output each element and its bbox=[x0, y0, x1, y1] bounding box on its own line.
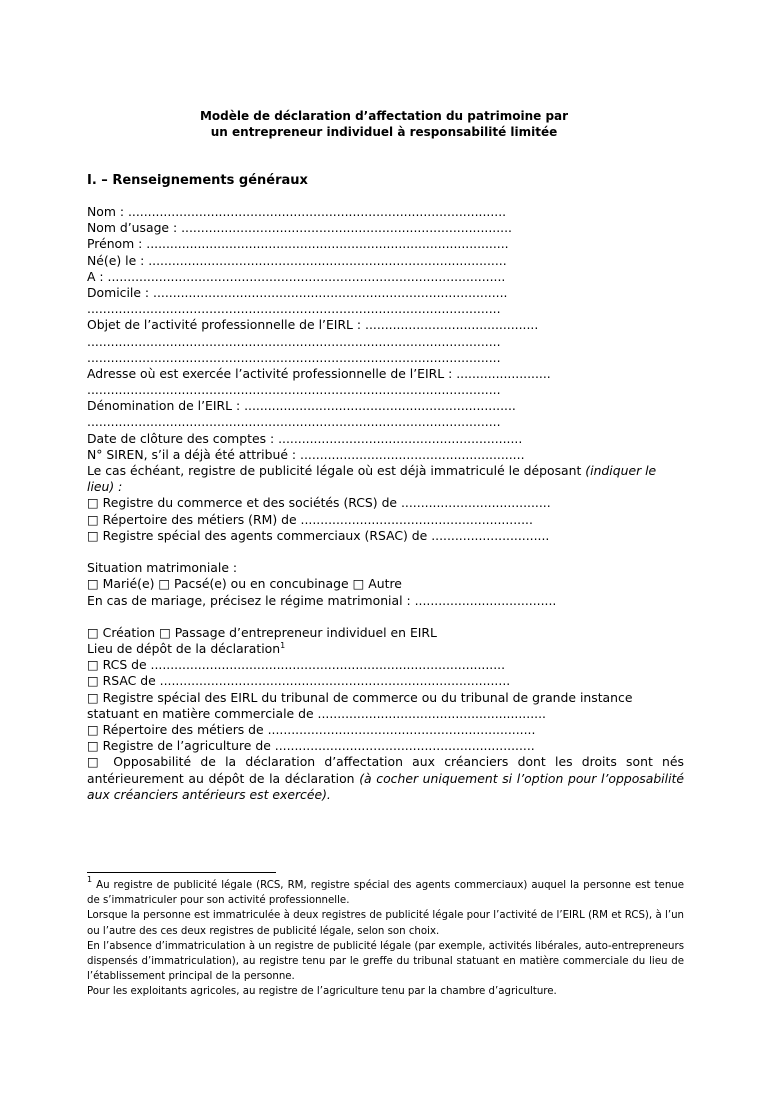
option-depot-rsac[interactable] bbox=[87, 673, 684, 689]
field-siren[interactable]: N° SIREN, s’il a déjà été attribué : ......................................................... bbox=[87, 446, 525, 462]
option-marie: Marié(e) bbox=[102, 576, 155, 592]
field-denomination[interactable]: Dénomination de l’EIRL : ..................................................................... bbox=[87, 398, 516, 414]
field-date-cloture[interactable]: Date de clôture des comptes : .............................................................. bbox=[87, 430, 523, 446]
footnote-p1-text: Au registre de publicité légale (RCS, RM, registre spécial des agents commerciaux) auquel la personne est tenue de s’immatriculer pour son activité professionnelle. bbox=[87, 880, 684, 907]
footnote-marker: 1 bbox=[87, 875, 93, 884]
option-depot-rm[interactable] bbox=[87, 722, 684, 738]
option-depot-rm-label: Répertoire des métiers de .................................................................... bbox=[102, 722, 536, 738]
field-lieu-naissance[interactable]: A : ..................................................................................................... bbox=[87, 268, 506, 284]
option-rm-label: Répertoire des métiers (RM) de ........................................................... bbox=[102, 511, 533, 527]
field-adresse-activite[interactable]: Adresse où est exercée l’activité professionnelle de l’EIRL : ........................ bbox=[87, 365, 551, 381]
field-nom[interactable]: Nom : ................................................................................................ bbox=[87, 204, 507, 219]
option-opposabilite-note: (à cocher uniquement si l’option pour l’opposabilité aux créanciers antérieurs est exercée). bbox=[87, 770, 684, 802]
form-body bbox=[87, 204, 684, 803]
field-domicile-cont[interactable]: ......................................................................................................... bbox=[87, 301, 501, 317]
checkbox-icon[interactable]: □ bbox=[87, 624, 99, 640]
footnote-ref: 1 bbox=[280, 641, 286, 651]
checkbox-icon[interactable]: □ bbox=[87, 722, 99, 738]
checkbox-icon[interactable]: □ bbox=[352, 576, 365, 592]
option-depot-rcs[interactable] bbox=[87, 657, 684, 673]
creation-options bbox=[87, 625, 684, 641]
option-rm[interactable] bbox=[87, 512, 684, 528]
field-domicile[interactable]: Domicile : .......................................................................................... bbox=[87, 284, 508, 300]
field-objet-cont-2[interactable]: ......................................................................................................... bbox=[87, 349, 501, 365]
checkbox-icon[interactable]: □ bbox=[87, 754, 105, 770]
footnote-p4: Pour les exploitants agricoles, au registre de l’agriculture tenu par la chambre d’agriculture. bbox=[87, 986, 557, 998]
option-depot-special-label: Registre spécial des EIRL du tribunal de commerce ou du tribunal de grande instance statuant en matière commerciale de .......................................................... bbox=[87, 689, 633, 721]
field-denomination-cont[interactable]: ......................................................................................................... bbox=[87, 414, 501, 430]
option-rcs[interactable] bbox=[87, 495, 684, 511]
footnote-separator bbox=[87, 872, 276, 873]
lieu-depot-text: Lieu de dépôt de la déclaration bbox=[87, 641, 281, 657]
option-creation: Création bbox=[102, 624, 156, 640]
option-opposabilite[interactable] bbox=[87, 754, 684, 803]
option-depot-agri[interactable] bbox=[87, 738, 684, 754]
checkbox-icon[interactable]: □ bbox=[87, 576, 99, 592]
situation-label: Situation matrimoniale : bbox=[87, 560, 238, 576]
checkbox-icon[interactable]: □ bbox=[87, 673, 99, 689]
checkbox-icon[interactable]: □ bbox=[87, 495, 99, 511]
option-depot-agri-label: Registre de l’agriculture de .................................................................. bbox=[102, 738, 535, 754]
lieu-depot-label bbox=[87, 641, 684, 657]
footnote-p2: Lorsque la personne est immatriculée à deux registres de publicité légale pour l’activité de l’EIRL (RM et RCS), à l’un ou l’autre des ces deux registres de publicité légale, selon son choix. bbox=[87, 910, 684, 937]
field-objet-cont-1[interactable]: ......................................................................................................... bbox=[87, 333, 501, 349]
spacer bbox=[87, 544, 684, 560]
registre-intro-italic: (indiquer le lieu) : bbox=[87, 463, 657, 495]
checkbox-icon[interactable]: □ bbox=[87, 738, 99, 754]
option-passage: Passage d’entrepreneur individuel en EIRL bbox=[174, 624, 437, 640]
field-objet-activite[interactable]: Objet de l’activité professionnelle de l’EIRL : ............................................ bbox=[87, 317, 539, 333]
field-regime[interactable]: En cas de mariage, précisez le régime matrimonial : .................................... bbox=[87, 592, 557, 608]
document-title bbox=[0, 108, 768, 140]
registre-intro bbox=[87, 463, 684, 495]
field-nom-usage[interactable]: Nom d’usage : .................................................................................... bbox=[87, 220, 512, 236]
footnote-p3: En l’absence d’immatriculation à un registre de publicité légale (par exemple, activités libérales, auto-entrepreneurs dispensés d’immatriculation), au registre tenu par le greffe du tribunal statuant en matière commerciale du lieu de l’établissement principal de la personne. bbox=[87, 940, 684, 983]
field-adresse-cont[interactable]: ......................................................................................................... bbox=[87, 382, 501, 398]
checkbox-icon[interactable]: □ bbox=[87, 511, 99, 527]
checkbox-icon[interactable]: □ bbox=[87, 527, 99, 543]
title-line-2: un entrepreneur individuel à responsabilité limitée bbox=[210, 125, 558, 139]
registre-intro-text: Le cas échéant, registre de publicité légale où est déjà immatriculé le déposant bbox=[87, 463, 582, 478]
field-ne-le[interactable]: Né(e) le : ........................................................................................... bbox=[87, 252, 507, 268]
footnote bbox=[87, 875, 684, 1000]
option-rcs-label: Registre du commerce et des sociétés (RCS) de ...................................... bbox=[102, 495, 551, 511]
option-depot-rsac-label: RSAC de ......................................................................................... bbox=[102, 673, 511, 689]
option-rsac[interactable] bbox=[87, 528, 684, 544]
footnote-p1 bbox=[87, 875, 684, 908]
option-depot-special[interactable] bbox=[87, 690, 684, 722]
checkbox-icon[interactable]: □ bbox=[158, 576, 171, 592]
checkbox-icon[interactable]: □ bbox=[87, 689, 99, 705]
option-autre: Autre bbox=[368, 576, 402, 592]
option-rsac-label: Registre spécial des agents commerciaux (RSAC) de .............................. bbox=[102, 527, 550, 543]
title-line-1: Modèle de déclaration d’affectation du patrimoine par bbox=[199, 109, 569, 123]
section-heading: I. – Renseignements généraux bbox=[87, 173, 308, 188]
option-depot-rcs-label: RCS de .......................................................................................... bbox=[102, 657, 506, 673]
situation-options bbox=[87, 576, 684, 592]
checkbox-icon[interactable]: □ bbox=[159, 624, 171, 640]
field-prenom[interactable]: Prénom : ............................................................................................ bbox=[87, 236, 509, 252]
checkbox-icon[interactable]: □ bbox=[87, 657, 99, 673]
spacer bbox=[87, 609, 684, 625]
option-opposabilite-label: Opposabilité de la déclaration d’affectation aux créanciers dont les droits sont nés antérieurement au dépôt de la déclaration bbox=[87, 754, 684, 786]
option-pacse: Pacsé(e) ou en concubinage bbox=[174, 576, 349, 592]
